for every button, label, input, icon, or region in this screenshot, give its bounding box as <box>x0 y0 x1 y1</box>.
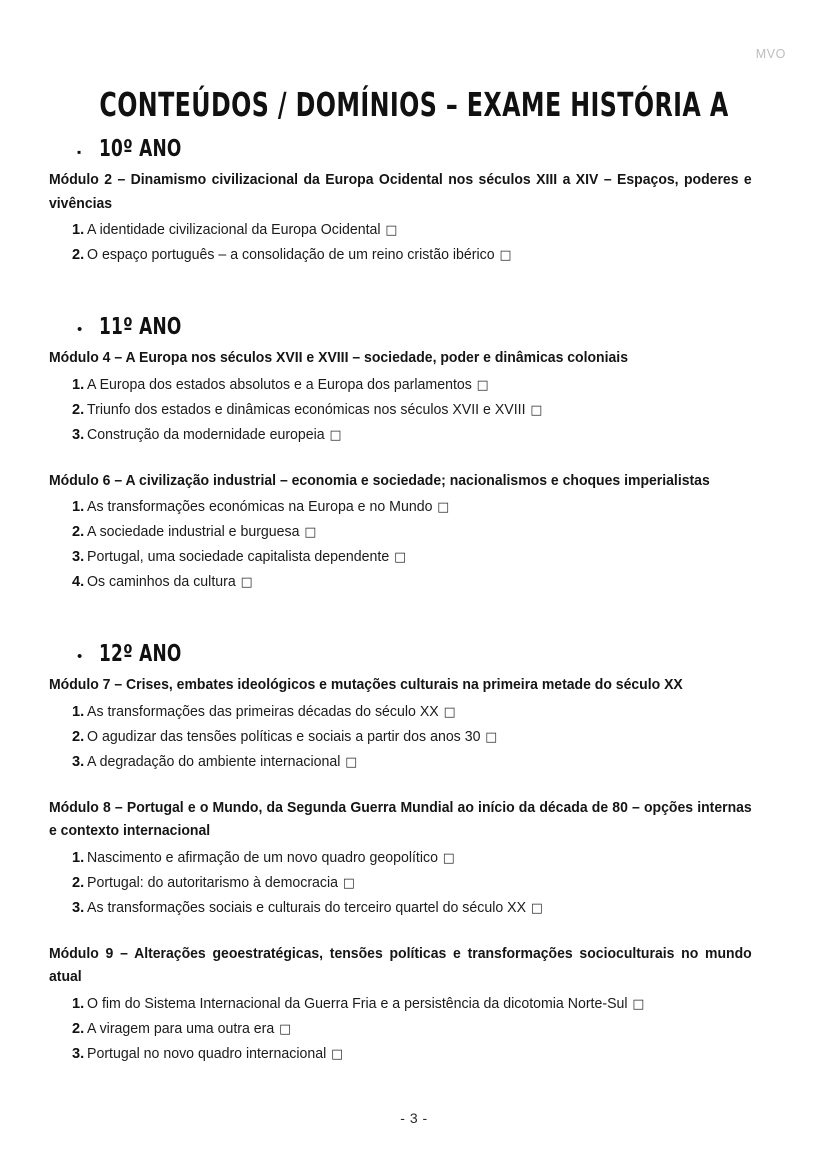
module-item-list <box>49 495 781 595</box>
list-item-number: 2. <box>72 524 85 540</box>
list-item <box>49 1042 781 1067</box>
list-item <box>49 896 781 921</box>
year-section <box>49 136 781 268</box>
round-bullet-icon <box>77 317 99 343</box>
list-item <box>49 218 781 243</box>
list-item-text-wrap <box>87 545 760 570</box>
checkbox-icon[interactable]: □ <box>442 850 455 866</box>
list-item-number: 3. <box>72 426 85 443</box>
list-item-text-wrap <box>87 520 760 545</box>
list-item-number: 3. <box>72 753 85 770</box>
module-item-list <box>49 992 781 1067</box>
list-item-number: 2. <box>72 1020 85 1037</box>
list-item-text-wrap <box>87 750 760 775</box>
list-item <box>49 700 781 725</box>
list-item-number: 1. <box>72 499 85 515</box>
list-item-label: Portugal, uma sociedade capitalista dependente <box>87 549 390 565</box>
list-item-number: 3. <box>72 1045 85 1062</box>
list-item <box>49 1017 781 1042</box>
list-item-label: A Europa dos estados absolutos e a Europa dos parlamentos <box>87 376 472 393</box>
checkbox-icon[interactable]: □ <box>304 525 317 540</box>
list-item-number: 1. <box>72 703 85 720</box>
list-item-label: Nascimento e afirmação de um novo quadro geopolítico <box>87 849 438 866</box>
checkbox-icon[interactable]: □ <box>279 1021 292 1037</box>
list-item-label: A degradação do ambiente internacional <box>87 753 341 770</box>
checkbox-icon[interactable]: □ <box>485 729 498 745</box>
checkbox-icon[interactable]: □ <box>530 402 543 418</box>
checkbox-icon[interactable]: □ <box>331 1046 344 1062</box>
list-item <box>49 871 781 896</box>
checkbox-icon[interactable]: □ <box>443 704 456 720</box>
list-item <box>49 725 781 750</box>
list-item-number: 2. <box>72 728 85 745</box>
list-item-label: Construção da modernidade europeia <box>87 426 325 443</box>
year-heading <box>49 136 781 165</box>
list-item-text-wrap <box>87 846 760 871</box>
module-title: Módulo 2 – Dinamismo civilizacional da Europa Ocidental nos séculos XIII a XIV – Espaços, poderes e vivências <box>49 172 752 212</box>
list-item-number: 1. <box>72 995 85 1012</box>
list-item <box>49 846 781 871</box>
list-item-number: 1. <box>72 222 85 238</box>
list-item-text-wrap <box>87 243 760 268</box>
list-item <box>49 545 781 570</box>
watermark-label: MVO <box>755 47 786 61</box>
module-title: Módulo 9 – Alterações geoestratégicas, tensões políticas e transformações socioculturais no mundo atual <box>49 945 752 985</box>
list-item-text-wrap <box>87 1017 760 1042</box>
module-item-list <box>49 373 781 448</box>
year-heading <box>49 641 781 670</box>
list-item-text-wrap <box>87 398 760 423</box>
module-title: Módulo 8 – Portugal e o Mundo, da Segunda Guerra Mundial ao início da década de 80 – opções internas e contexto internacional <box>49 799 752 839</box>
list-item-label: A identidade civilizacional da Europa Ocidental <box>87 222 381 238</box>
module-block <box>49 347 781 448</box>
square-bullet-icon <box>77 139 99 165</box>
content-body <box>49 136 781 1067</box>
module-item-list <box>49 218 781 268</box>
list-item <box>49 570 781 595</box>
list-item <box>49 992 781 1017</box>
module-block <box>49 797 781 921</box>
list-item-label: A sociedade industrial e burguesa <box>87 524 300 540</box>
list-item-text-wrap <box>87 725 760 750</box>
list-item-number: 1. <box>72 849 85 866</box>
list-item-label: Portugal no novo quadro internacional <box>87 1045 327 1062</box>
list-item-label: A viragem para uma outra era <box>87 1020 275 1037</box>
list-item <box>49 495 781 520</box>
list-item-text-wrap <box>87 992 760 1017</box>
list-item-text-wrap <box>87 700 760 725</box>
list-item-number: 3. <box>72 549 85 565</box>
list-item-number: 2. <box>72 401 85 418</box>
list-item-label: As transformações sociais e culturais do terceiro quartel do século XX <box>87 899 527 916</box>
list-item-text-wrap <box>87 871 760 896</box>
checkbox-icon[interactable]: □ <box>476 377 489 393</box>
page-title: CONTEÚDOS / DOMÍNIOS – EXAME HISTÓRIA A <box>99 85 729 125</box>
list-item-label: Os caminhos da cultura <box>87 574 236 590</box>
list-item-text-wrap <box>87 1042 760 1067</box>
list-item-label: O espaço português – a consolidação de um reino cristão ibérico <box>87 247 495 263</box>
module-title: Módulo 7 – Crises, embates ideológicos e mutações culturais na primeira metade do século XX <box>49 677 683 693</box>
module-block <box>49 943 781 1067</box>
list-item <box>49 398 781 423</box>
module-title: Módulo 4 – A Europa nos séculos XVII e XVIII – sociedade, poder e dinâmicas coloniais <box>49 350 628 366</box>
module-title: Módulo 6 – A civilização industrial – economia e sociedade; nacionalismos e choques imperialistas <box>49 472 710 489</box>
list-item-text-wrap <box>87 896 760 921</box>
year-label: 12º ANO <box>99 641 182 667</box>
year-section <box>49 314 781 595</box>
checkbox-icon[interactable]: □ <box>345 754 358 770</box>
year-heading <box>49 314 781 343</box>
list-item-label: Portugal: do autoritarismo à democracia <box>87 874 339 891</box>
list-item-text-wrap <box>87 423 760 448</box>
list-item <box>49 373 781 398</box>
list-item <box>49 423 781 448</box>
year-label: 10º ANO <box>99 136 182 162</box>
year-section <box>49 641 781 1067</box>
module-block <box>49 674 781 775</box>
list-item-number: 4. <box>72 574 85 590</box>
list-item-label: O agudizar das tensões políticas e sociais a partir dos anos 30 <box>87 728 481 745</box>
module-item-list <box>49 846 781 921</box>
list-item <box>49 520 781 545</box>
module-block <box>49 169 781 268</box>
checkbox-icon[interactable]: □ <box>329 427 342 443</box>
list-item-text-wrap <box>87 373 760 398</box>
list-item-label: As transformações económicas na Europa e no Mundo <box>87 499 433 515</box>
checkbox-icon[interactable]: □ <box>499 248 512 263</box>
module-item-list <box>49 700 781 775</box>
checkbox-icon[interactable]: □ <box>530 900 543 916</box>
list-item <box>49 243 781 268</box>
list-item-text-wrap <box>87 570 760 595</box>
list-item-text-wrap <box>87 218 760 243</box>
page-number-footer: - 3 - <box>400 1110 428 1126</box>
list-item-number: 2. <box>72 247 85 263</box>
checkbox-icon[interactable]: □ <box>394 550 406 565</box>
checkbox-icon[interactable]: □ <box>385 223 398 238</box>
list-item-number: 2. <box>72 874 85 891</box>
module-block <box>49 470 781 596</box>
checkbox-icon[interactable]: □ <box>342 875 355 891</box>
list-item-number: 3. <box>72 899 85 916</box>
list-item-text-wrap <box>87 495 760 520</box>
list-item-number: 1. <box>72 376 85 393</box>
round-bullet-icon <box>77 644 99 670</box>
list-item-label: O fim do Sistema Internacional da Guerra Fria e a persistência da dicotomia Norte-Sul <box>87 995 628 1012</box>
list-item-label: Triunfo dos estados e dinâmicas económicas nos séculos XVII e XVIII <box>87 401 526 418</box>
list-item-label: As transformações das primeiras décadas do século XX <box>87 703 439 720</box>
checkbox-icon[interactable]: □ <box>437 500 450 515</box>
checkbox-icon[interactable]: □ <box>240 575 253 590</box>
checkbox-icon[interactable]: □ <box>632 996 645 1012</box>
year-label: 11º ANO <box>99 314 182 340</box>
list-item <box>49 750 781 775</box>
